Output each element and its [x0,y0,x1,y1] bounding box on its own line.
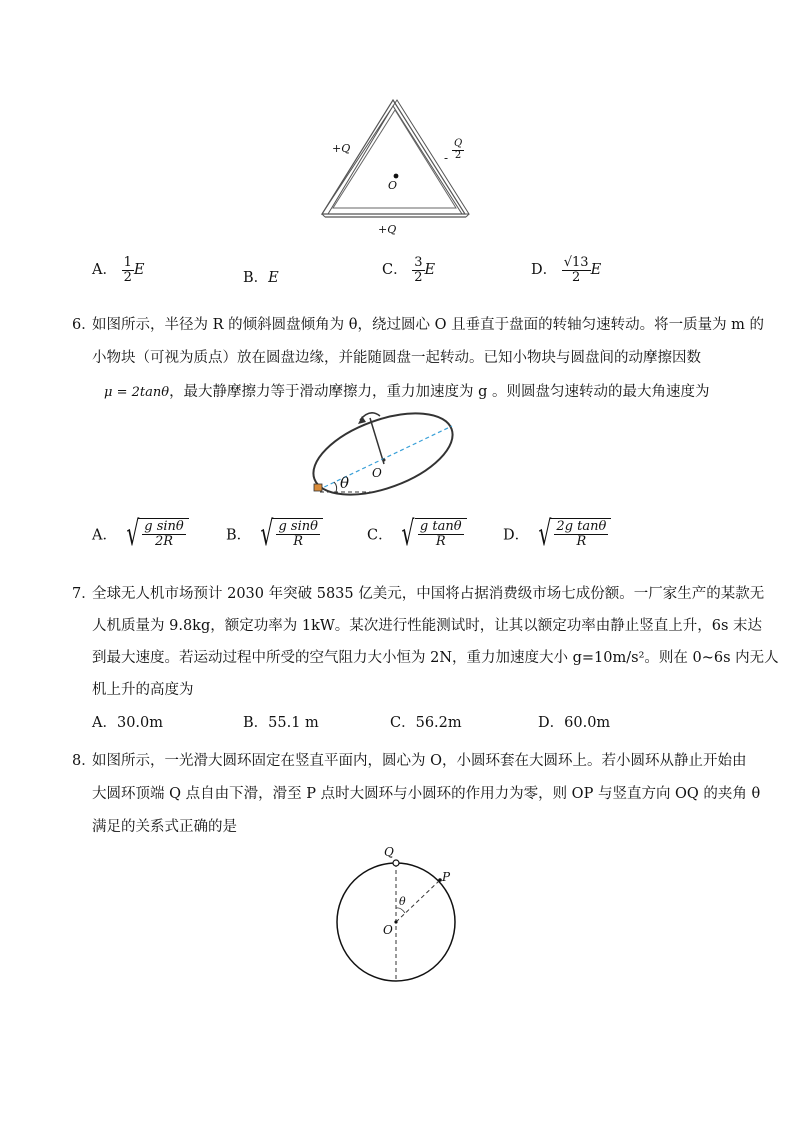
q6-option-a[interactable]: A． √ $\frac{\text{g sinθ}}{2R}$ [92,514,189,554]
right-charge-fraction: $\frac{Q}{2}$ [454,138,463,161]
q7-text-line1: 全球无人机市场预计 2030 年突破 5835 亿美元，中国将占据消费级市场七成份额。一厂家生产的某款无 [92,586,765,602]
center-label: O [388,179,398,192]
right-charge-sign: - [444,151,449,165]
tilted-disk-figure [300,404,466,508]
left-charge-label: +Q [332,142,351,155]
mu-formula: μ = 2tanθ [104,385,170,400]
q7-option-d[interactable]: D．60.0m [538,715,611,731]
ring-center-label: O [383,923,393,937]
q6-text-line3: μ = 2tanθ，最大静摩擦力等于滑动摩擦力，重力加速度为 g 。则圆盘匀速转动的最大角速度为 [104,384,710,400]
q7-text-line4: 机上升的高度为 [92,682,194,698]
q7-option-a[interactable]: A．30.0m [92,715,164,731]
q6-option-d[interactable]: D． √ $\frac{\text{2g tanθ}}{R}$ [503,514,611,554]
bottom-charge-label: +Q [378,223,397,236]
ring-point-label: P [442,870,451,884]
q6-text-line2: 小物块（可视为质点）放在圆盘边缘，并能随圆盘一起转动。已知小物块与圆盘间的动摩擦因数 [92,350,701,366]
q5-option-d[interactable]: D． $\frac{√13}{2}$ E [531,255,602,285]
q5-option-a[interactable]: A． $\frac{1}{2}$ E [92,255,145,285]
q5-option-c[interactable]: C． $\frac{3}{2}$ E [382,255,436,285]
q7-text-line2: 人机质量为 9.8kg，额定功率为 1kW。某次进行性能测试时，让其以额定功率由静止竖直上升，6s 末达 [92,618,763,634]
disk-angle-label: θ [340,474,350,492]
q5-option-b[interactable]: B．E [243,270,279,286]
triangle-charge-figure [318,96,478,246]
block-icon [314,484,322,491]
q7-option-c[interactable]: C．56.2m [390,715,462,731]
disk-center-label: O [372,466,382,480]
q6-number: 6． [72,317,96,333]
small-ring [393,860,399,866]
q8-text-line3: 满足的关系式正确的是 [92,819,237,835]
q6-option-b[interactable]: B． √ $\frac{\text{g sinθ}}{R}$ [226,514,323,554]
q8-number: 8． [72,753,96,769]
q8-text-line1: 如图所示，一光滑大圆环固定在竖直平面内，圆心为 O，小圆环套在大圆环上。若小圆环从静止开始由 [92,753,747,769]
q7-option-b[interactable]: B．55.1 m [243,715,319,731]
q6-option-c[interactable]: C． √ $\frac{\text{g tanθ}}{R}$ [367,514,467,554]
q8-text-line2: 大圆环顶端 Q 点自由下滑，滑至 P 点时大圆环与小圆环的作用力为零，则 OP 与竖直方向 OQ 的夹角 θ [92,786,761,802]
ring-top-label: Q [384,845,394,859]
center-point [394,174,399,179]
q7-number: 7． [72,586,96,602]
ring-angle-label: θ [399,895,406,908]
q6-text-line1: 如图所示，半径为 R 的倾斜圆盘倾角为 θ，绕过圆心 O 且垂直于盘面的转轴匀速转动。将一质量为 m 的 [92,317,765,333]
q7-text-line3: 到最大速度。若运动过程中所受的空气阻力大小恒为 2N，重力加速度大小 g=10m/s²。则在 0~6s 内无人 [92,650,779,666]
